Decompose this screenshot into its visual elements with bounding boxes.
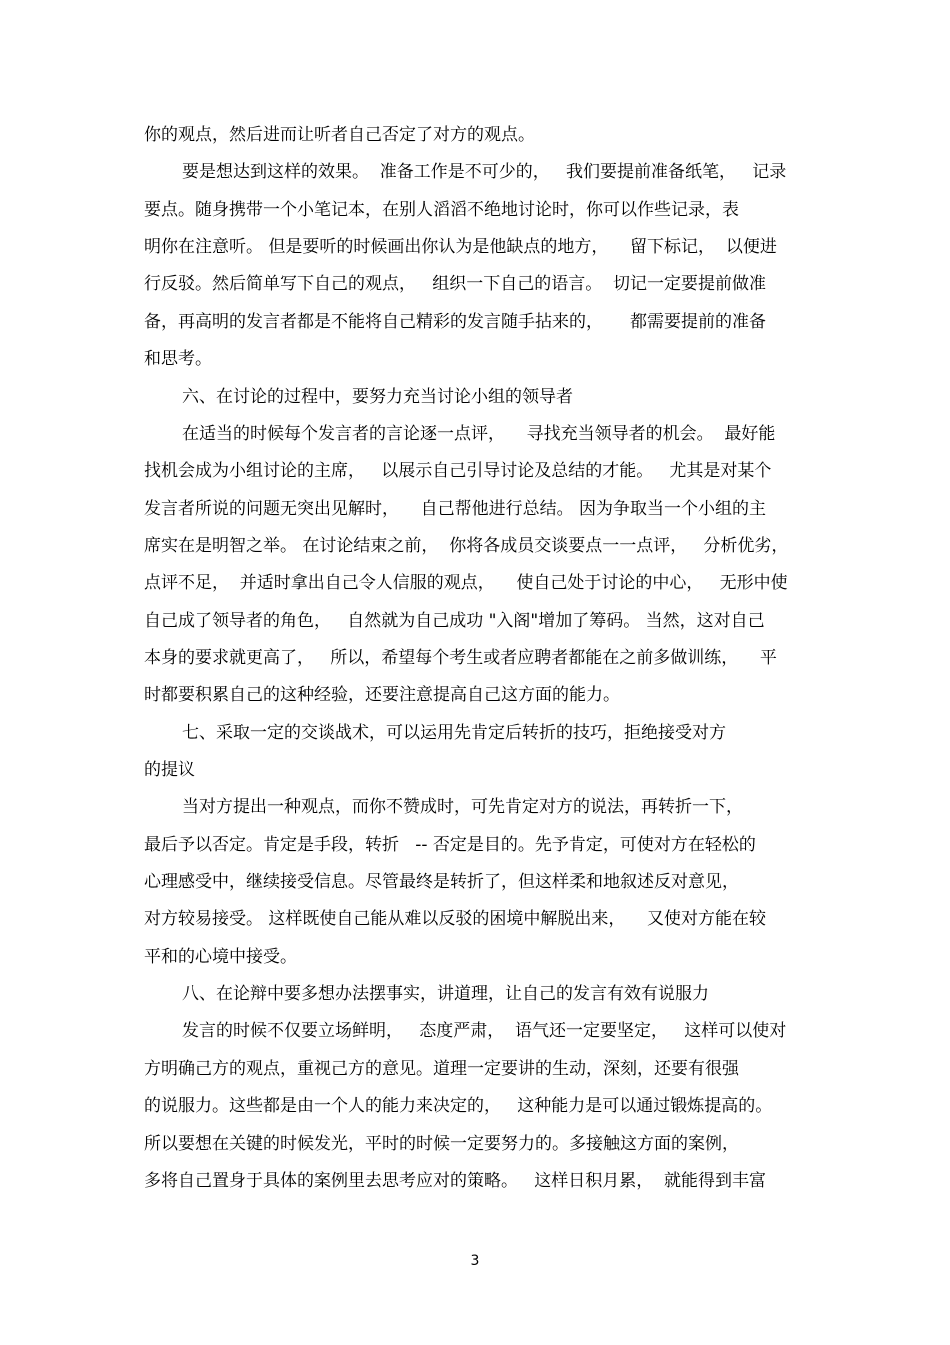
section-heading: 八、在论辩中要多想办法摆事实，讲道理，让自己的发言有效有说服力: [182, 984, 709, 1004]
text-line: 当对方提出一种观点，而你不赞成时，可先肯定对方的说法，再转折一下，: [182, 797, 743, 817]
text-line: 对方较易接受。 这样既使自己能从难以反驳的困境中解脱出来， 又使对方能在较: [144, 909, 767, 929]
text-line: 点评不足， 并适时拿出自己令人信服的观点， 使自己处于讨论的中心， 无形中使: [144, 573, 788, 593]
text-line: 发言者所说的问题无突出见解时， 自己帮他进行总结。 因为争取当一个小组的主: [144, 499, 767, 519]
text-line: 找机会成为小组讨论的主席， 以展示自己引导讨论及总结的才能。 尤其是对某个: [144, 461, 772, 481]
text-line: 发言的时候不仅要立场鲜明， 态度严肃， 语气还一定要坚定， 这样可以使对: [182, 1021, 787, 1041]
section-heading: 七、采取一定的交谈战术，可以运用先肯定后转折的技巧，拒绝接受对方: [182, 723, 726, 743]
text-line: 本身的要求就更高了， 所以，希望每个考生或者应聘者都能在之前多做训练， 平: [144, 648, 777, 668]
text-line: 要点。随身携带一个小笔记本，在别人滔滔不绝地讨论时，你可以作些记录，表: [144, 200, 739, 220]
text-line: 所以要想在关键的时候发光，平时的时候一定要努力的。多接触这方面的案例，: [144, 1134, 739, 1154]
text-line: 备，再高明的发言者都是不能将自己精彩的发言随手拈来的， 都需要提前的准备: [144, 312, 767, 332]
text-line: 方明确己方的观点，重视己方的意见。道理一定要讲的生动，深刻，还要有很强: [144, 1059, 739, 1079]
text-line: 心理感受中，继续接受信息。尽管最终是转折了，但这样柔和地叙述反对意见，: [144, 872, 739, 892]
text-line: 明你在注意听。 但是要听的时候画出你认为是他缺点的地方， 留下标记， 以便进: [144, 237, 777, 257]
section-heading-continued: 的提议: [144, 760, 195, 780]
section-heading: 六、在讨论的过程中，要努力充当讨论小组的领导者: [182, 387, 573, 407]
text-line: 你的观点，然后进而让听者自己否定了对方的观点。: [144, 125, 535, 145]
text-line: 的说服力。这些都是由一个人的能力来决定的， 这种能力是可以通过锻炼提高的。: [144, 1096, 773, 1116]
text-line: 席实在是明智之举。 在讨论结束之前， 你将各成员交谈要点一一点评， 分析优劣，: [144, 536, 789, 556]
text-line: 时都要积累自己的这种经验，还要注意提高自己这方面的能力。: [144, 685, 620, 705]
text-line: 平和的心境中接受。: [144, 947, 297, 967]
text-line: 和思考。: [144, 349, 212, 369]
text-line: 在适当的时候每个发言者的言论逐一点评， 寻找充当领导者的机会。 最好能: [182, 424, 776, 444]
text-line: 最后予以否定。肯定是手段，转折 -- 否定是目的。先予肯定，可使对方在轻松的: [144, 835, 756, 855]
page-number: 3: [470, 1253, 480, 1269]
text-line: 多将自己置身于具体的案例里去思考应对的策略。 这样日积月累， 就能得到丰富: [144, 1171, 767, 1191]
text-line: 要是想达到这样的效果。 准备工作是不可少的， 我们要提前准备纸笔， 记录: [182, 162, 787, 182]
text-line: 行反驳。然后简单写下自己的观点， 组织一下自己的语言。 切记一定要提前做准: [144, 274, 767, 294]
text-line: 自己成了领导者的角色， 自然就为自己成功 "入阁"增加了筹码。 当然，这对自己: [144, 611, 765, 631]
